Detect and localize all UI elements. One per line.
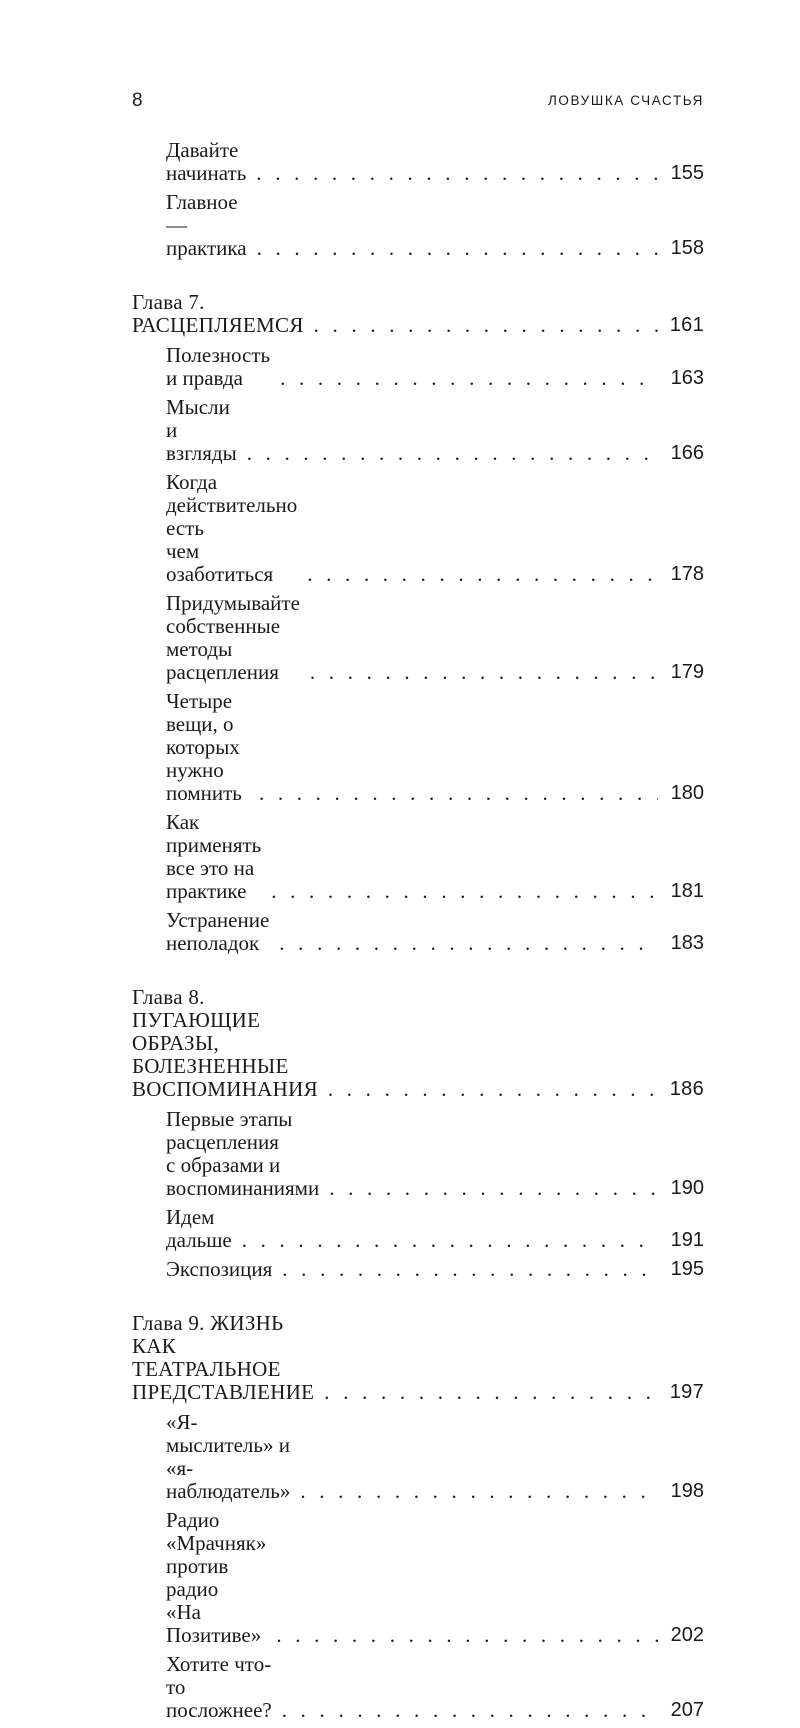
toc-entry-page: 207: [670, 1699, 704, 1721]
page-number: 8: [132, 90, 143, 111]
toc-entry-title: Как применять все это на практике: [166, 810, 262, 903]
toc-entry: [132, 909, 704, 961]
toc-entry: [132, 592, 704, 690]
dot-leader: [279, 932, 658, 955]
toc-entry-page: 161: [669, 314, 704, 336]
toc-entry-title: Главное — практика: [166, 190, 247, 260]
toc-entry-title: Экспозиция: [166, 1257, 273, 1281]
toc-entry: [132, 690, 704, 811]
toc-chapter-title: Глава 7. РАСЦЕПЛЯЕМСЯ: [132, 290, 304, 337]
toc-entry-page: 183: [670, 932, 704, 954]
toc-chapter-entry: [132, 291, 704, 343]
toc-entry: [132, 1509, 704, 1653]
running-title: ЛОВУШКА СЧАСТЬЯ: [547, 93, 704, 108]
dot-leader: [259, 782, 658, 805]
toc-entry-page: 197: [669, 1381, 704, 1403]
toc-entry-page: 155: [670, 162, 704, 184]
toc-entry-page: 166: [670, 442, 704, 464]
toc-entry: [132, 344, 704, 396]
toc-entry: [132, 139, 704, 191]
dot-leader: [282, 1699, 658, 1722]
dot-leader: [242, 1229, 658, 1252]
table-of-contents: [132, 139, 704, 1728]
toc-entry-title: Давайте начинать: [166, 138, 247, 185]
dot-leader: [276, 1624, 658, 1647]
toc-entry-page: 178: [670, 563, 704, 585]
toc-entry-title: Мысли и взгляды: [166, 395, 237, 465]
toc-entry: [132, 396, 704, 471]
toc-entry-title: «Я-мыслитель» и «я-наблюдатель»: [166, 1410, 291, 1503]
dot-leader: [314, 314, 658, 337]
toc-entry-title: Хотите что-то посложнее?: [166, 1652, 272, 1722]
toc-entry-title: Четыре вещи, о которых нужно помнить: [166, 689, 242, 805]
toc-entry-page: 186: [669, 1078, 704, 1100]
toc-entry: [132, 1411, 704, 1509]
toc-entry: [132, 191, 704, 266]
toc-entry-title: Первые этапы расцепления с образами и воспоминаниями: [166, 1107, 320, 1200]
dot-leader: [329, 1177, 658, 1200]
toc-entry-page: 179: [670, 661, 704, 683]
dot-leader: [300, 1480, 658, 1503]
toc-entry: [132, 811, 704, 909]
toc-entry-page: 181: [670, 880, 704, 902]
toc-entry-title: Устранение неполадок: [166, 908, 270, 955]
dot-leader: [271, 880, 658, 903]
toc-entry-page: 190: [670, 1177, 704, 1199]
dot-leader: [247, 442, 658, 465]
toc-entry-page: 195: [670, 1258, 704, 1280]
toc-entry-title: Идем дальше: [166, 1205, 232, 1252]
toc-chapter-title: Глава 9. ЖИЗНЬ КАК ТЕАТРАЛЬНОЕ ПРЕДСТАВЛЕНИЕ: [132, 1311, 315, 1404]
toc-entry: [132, 471, 704, 592]
toc-entry-title: Радио «Мрачняк» против радио «На Позитиве»: [166, 1508, 267, 1647]
dot-leader: [307, 563, 658, 586]
toc-entry: [132, 1258, 704, 1287]
dot-leader: [282, 1258, 658, 1281]
dot-leader: [328, 1078, 658, 1101]
dot-leader: [256, 162, 658, 185]
toc-entry-page: 202: [670, 1624, 704, 1646]
toc-chapter-entry: [132, 986, 704, 1107]
toc-entry: [132, 1108, 704, 1206]
toc-entry-page: 191: [670, 1229, 704, 1251]
toc-entry-title: Когда действительно есть чем озаботиться: [166, 470, 298, 586]
toc-entry-page: 198: [670, 1480, 704, 1502]
toc-entry-title: Полезность и правда: [166, 343, 271, 390]
dot-leader: [257, 237, 658, 260]
dot-leader: [324, 1381, 658, 1404]
toc-chapter-title: Глава 8. ПУГАЮЩИЕ ОБРАЗЫ, БОЛЕЗНЕННЫЕ ВОСПОМИНАНИЯ: [132, 985, 318, 1101]
toc-entry: [132, 1653, 704, 1728]
toc-entry-page: 158: [670, 237, 704, 259]
dot-leader: [310, 661, 658, 684]
toc-chapter-entry: [132, 1312, 704, 1410]
toc-entry-page: 180: [670, 782, 704, 804]
toc-entry: [132, 1206, 704, 1258]
toc-entry-title: Придумывайте собственные методы расцепления: [166, 591, 300, 684]
page-header: [132, 88, 704, 114]
dot-leader: [280, 367, 658, 390]
toc-entry-page: 163: [670, 367, 704, 389]
